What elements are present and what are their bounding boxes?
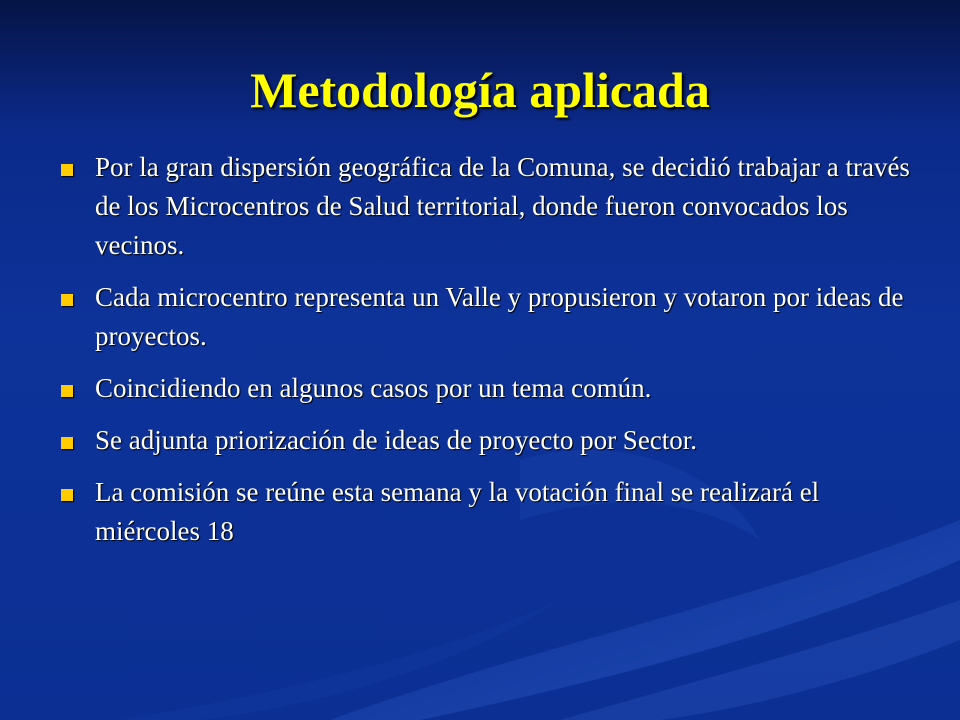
square-bullet-icon — [61, 489, 73, 501]
slide-title: Metodología aplicada — [250, 62, 710, 118]
bullet-list — [60, 148, 910, 564]
square-bullet-icon — [61, 437, 73, 449]
bullet-text: Por la gran dispersión geográfica de la Comuna, se decidió trabajar a través de los Microcentros de Salud territorial, donde fueron convocados los vecinos. — [95, 152, 910, 260]
bullet-text: Se adjunta priorización de ideas de proyecto por Sector. — [95, 425, 698, 455]
bullet-item — [60, 473, 910, 551]
bullet-item — [60, 278, 910, 356]
bullet-text: La comisión se reúne esta semana y la votación final se realizará el miércoles 18 — [95, 477, 820, 546]
bullet-text: Coincidiendo en algunos casos por un tema común. — [95, 373, 652, 403]
square-bullet-icon — [61, 294, 73, 306]
bullet-item — [60, 369, 910, 408]
square-bullet-icon — [61, 164, 73, 176]
square-bullet-icon — [61, 385, 73, 397]
bullet-item — [60, 421, 910, 460]
bullet-item — [60, 148, 910, 265]
bullet-text: Cada microcentro representa un Valle y propusieron y votaron por ideas de proyectos. — [95, 282, 904, 351]
